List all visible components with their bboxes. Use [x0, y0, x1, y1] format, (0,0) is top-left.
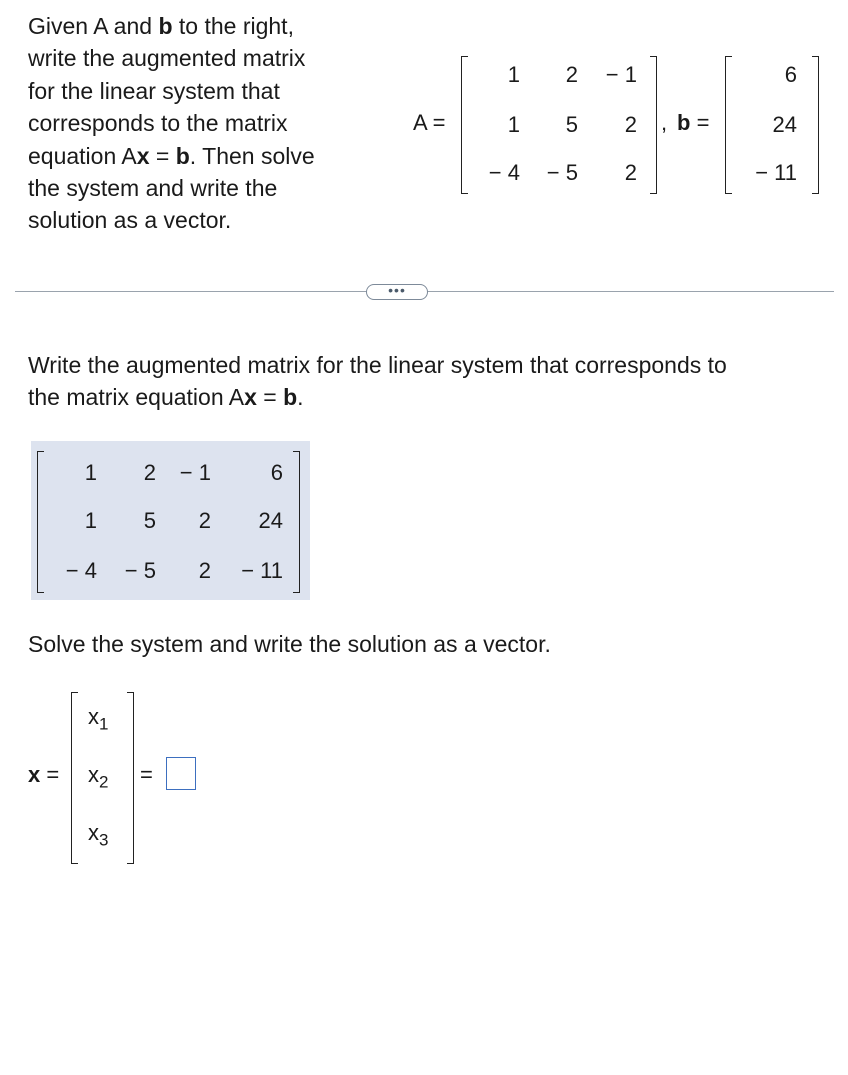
vector-b-label: b =: [677, 110, 710, 135]
augmented-right-bracket: [293, 451, 300, 593]
augmented-cell: 1: [84, 460, 97, 485]
variable-x1: $x_1$: [88, 704, 109, 734]
comma-separator: ,: [661, 110, 668, 135]
augmented-cell: − 11: [241, 558, 283, 583]
augmented-cell: − 1: [179, 460, 211, 485]
augmented-cell: − 5: [124, 558, 156, 583]
variable-x2: $x_2$: [88, 762, 109, 792]
matrix-a-cell: 1: [507, 112, 520, 137]
solution-answer-input[interactable]: [166, 757, 196, 790]
matrix-a-left-bracket: [461, 56, 468, 194]
matrix-a-cell: 2: [624, 112, 637, 137]
matrix-a-right-bracket: [650, 56, 657, 194]
matrix-a-cell: 2: [565, 62, 578, 87]
x-vector-label: x =: [28, 762, 60, 787]
matrix-a-cell: − 4: [488, 160, 520, 185]
augmented-cell: 2: [198, 508, 211, 533]
matrix-a-cell: − 5: [546, 160, 578, 185]
matrix-a-cell: − 1: [605, 62, 637, 87]
x-vector-left-bracket: [71, 692, 78, 864]
equals-sign: =: [140, 762, 153, 787]
augmented-cell: 2: [198, 558, 211, 583]
part2-prompt: Solve the system and write the solution as a vector.: [28, 631, 551, 657]
augmented-left-bracket: [37, 451, 44, 593]
augmented-cell: 24: [258, 508, 283, 533]
variable-x3: $x_3$: [88, 820, 109, 850]
vector-b-right-bracket: [812, 56, 819, 194]
augmented-cell: 6: [270, 460, 283, 485]
vector-b-left-bracket: [725, 56, 732, 194]
more-options-button[interactable]: •••: [366, 284, 428, 300]
augmented-cell: 2: [143, 460, 156, 485]
vector-b-cell: − 11: [755, 160, 797, 185]
matrix-a-cell: 2: [624, 160, 637, 185]
question-text: Given A and b to the right, write the augmented matrix for the linear system that corresponds to the matrix equation Ax = b. Then solve the system and write the solution as a vector.: [28, 13, 315, 234]
x-vector-right-bracket: [127, 692, 134, 864]
matrix-a-label: A =: [413, 110, 446, 135]
augmented-cell: 5: [143, 508, 156, 533]
matrix-a-cell: 5: [565, 112, 578, 137]
augmented-cell: 1: [84, 508, 97, 533]
vector-b-cell: 6: [784, 62, 797, 87]
vector-b-cell: 24: [772, 112, 797, 137]
part1-prompt: Write the augmented matrix for the linear system that corresponds to the matrix equation Ax = b.: [28, 352, 727, 410]
augmented-cell: − 4: [65, 558, 97, 583]
matrix-a-cell: 1: [507, 62, 520, 87]
